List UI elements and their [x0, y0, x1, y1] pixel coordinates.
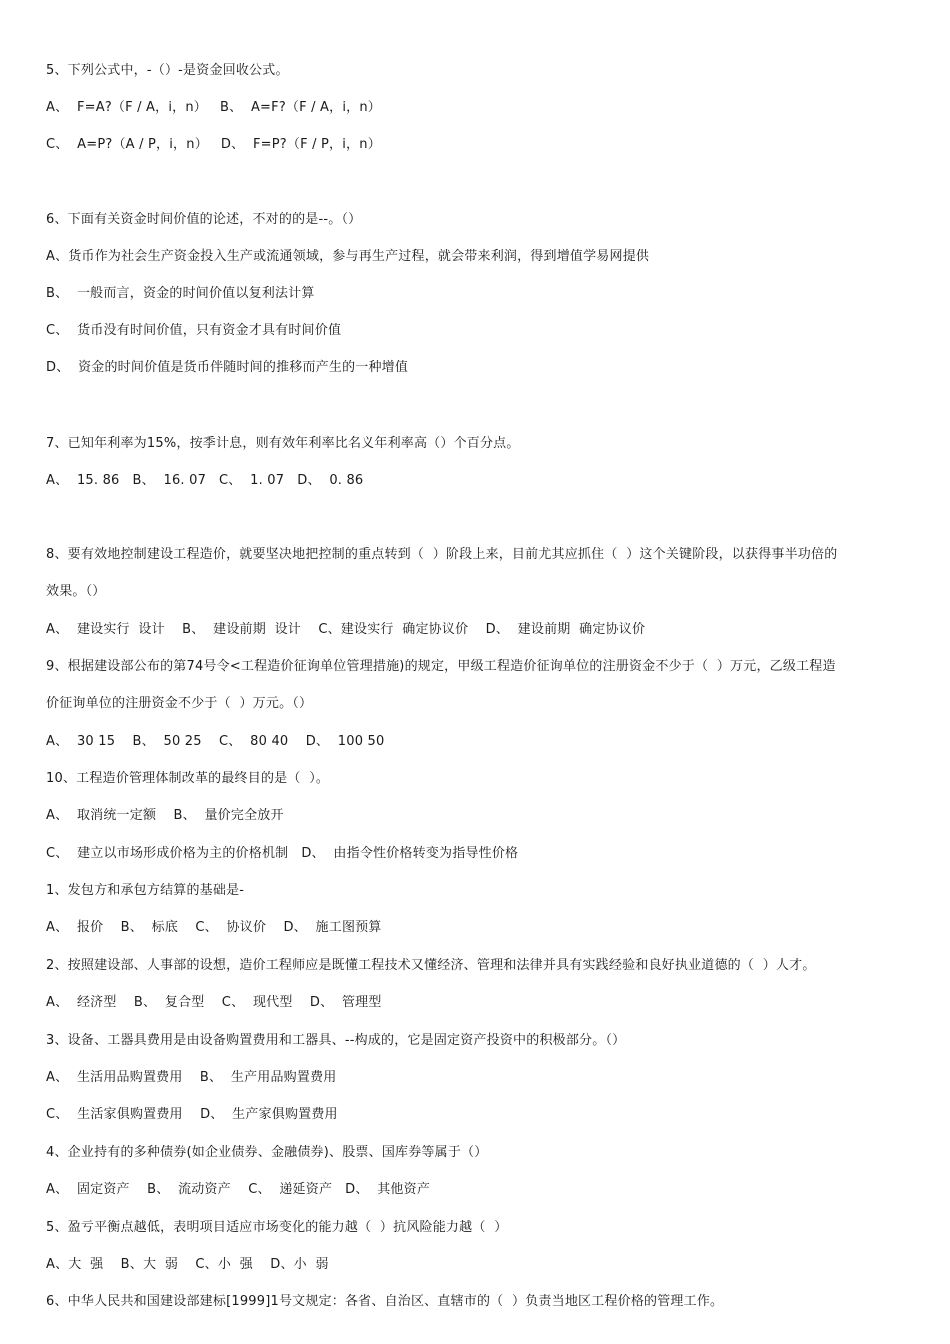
- q8-question-line1: 8、要有效地控制建设工程造价，就要坚决地把控制的重点转到（ ）阶段上来，目前尤其应抓住（ ）这个关键阶段，以获得事半功倍的: [46, 547, 838, 562]
- q9-options: A、 30 15 B、 50 25 C、 80 40 D、 100 50: [46, 734, 385, 749]
- q8-question-line2: 效果。（）: [46, 584, 106, 599]
- q1-options: A、 报价 B、 标底 C、 协议价 D、 施工图预算: [46, 920, 382, 935]
- q10-options-ab: A、 取消统一定额 B、 量价完全放开: [46, 808, 284, 823]
- q5-formula-question: 5、下列公式中，-（）-是资金回收公式。: [46, 63, 289, 78]
- q5-options-ab: A、 F=A?（F / A，i，n） B、 A=F?（F / A，i，n）: [46, 100, 381, 115]
- q3-options-ab: A、 生活用品购置费用 B、 生产用品购置费用: [46, 1070, 337, 1085]
- q9-question-line1: 9、根据建设部公布的第74号令<工程造价征询单位管理措施)的规定，甲级工程造价征询单位的注册资金不少于（ ）万元，乙级工程造: [46, 659, 836, 674]
- q10-options-cd: C、 建立以市场形成价格为主的价格机制 D、 由指令性价格转变为指导性价格: [46, 846, 519, 861]
- q5-options-cd: C、 A=P?（A / P，i，n） D、 F=P?（F / P，i，n）: [46, 137, 381, 152]
- q7-question: 7、已知年利率为15%，按季计息，则有效年利率比名义年利率高（）个百分点。: [46, 436, 520, 451]
- q8-options: A、 建设实行 设计 B、 建设前期 设计 C、建设实行 确定协议价 D、 建设前期 确定协议价: [46, 622, 646, 637]
- q3-options-cd: C、 生活家俱购置费用 D、 生产家俱购置费用: [46, 1107, 338, 1122]
- q6-option-b: B、 一般而言，资金的时间价值以复利法计算: [46, 286, 315, 301]
- q9-question-line2: 价征询单位的注册资金不少于（ ）万元。（）: [46, 696, 313, 711]
- q4-options: A、 固定资产 B、 流动资产 C、 递延资产 D、 其他资产: [46, 1182, 431, 1197]
- q2-options: A、 经济型 B、 复合型 C、 现代型 D、 管理型: [46, 995, 382, 1010]
- q5b-question: 5、盈亏平衡点越低，表明项目适应市场变化的能力越（ ）抗风险能力越（ ）: [46, 1220, 508, 1235]
- q1-question: 1、发包方和承包方结算的基础是-: [46, 883, 245, 898]
- q6-option-a: A、货币作为社会生产资金投入生产或流通领域，参与再生产过程，就会带来利润，得到增值学易网提供: [46, 249, 650, 264]
- q6b-question: 6、中华人民共和国建设部建标[1999]1号文规定：各省、自治区、直辖市的（ ）负责当地区工程价格的管理工作。: [46, 1294, 724, 1309]
- q7-options: A、 15. 86 B、 16. 07 C、 1. 07 D、 0. 86: [46, 473, 364, 488]
- q6-option-d: D、 资金的时间价值是货币伴随时间的推移而产生的一种增值: [46, 360, 409, 375]
- q10-question: 10、工程造价管理体制改革的最终目的是（ ）。: [46, 771, 330, 786]
- q4-question: 4、企业持有的多种债券(如企业债券、金融债券)、股票、国库券等属于（）: [46, 1145, 488, 1160]
- q2-question: 2、按照建设部、人事部的设想，造价工程师应是既懂工程技术又懂经济、管理和法律并具有实践经验和良好执业道德的（ ）人才。: [46, 958, 816, 973]
- q6-option-c: C、 货币没有时间价值，只有资金才具有时间价值: [46, 323, 342, 338]
- q6-question: 6、下面有关资金时间价值的论述，不对的的是--。（）: [46, 212, 362, 227]
- q3-question: 3、设备、工器具费用是由设备购置费用和工器具、--构成的，它是固定资产投资中的积极部分。（）: [46, 1033, 626, 1048]
- q5b-options: A、大 强 B、大 弱 C、小 强 D、小 弱: [46, 1257, 329, 1272]
